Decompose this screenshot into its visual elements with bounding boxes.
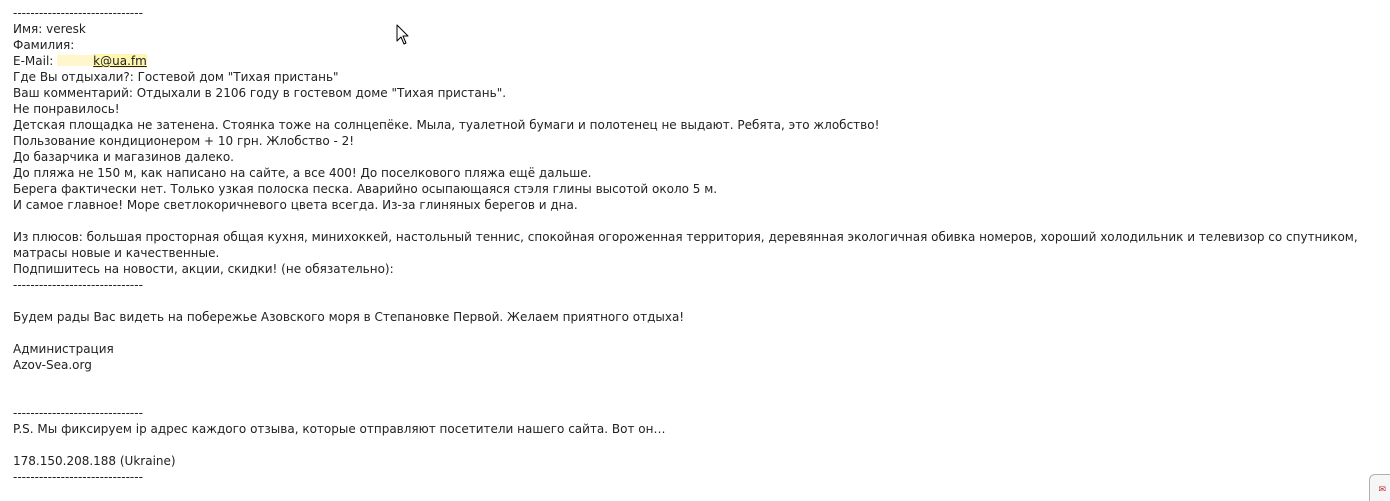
comment-line: Берега фактически нет. Только узкая полоска песка. Аварийно осыпающаяся стэля глины высотой около 5 м. [13, 182, 718, 196]
name-line: Имя: veresk [13, 22, 86, 36]
comment-line: Ваш комментарий: Отдыхали в 2106 году в гостевом доме "Тихая пристань". [13, 86, 507, 100]
blank-line [13, 437, 1378, 453]
ps-line: P.S. Мы фиксируем ip адрес каждого отзыва, которые отправляют посетители нашего сайта. Вот он… [13, 422, 666, 436]
email-link[interactable]: k@ua.fm [93, 54, 147, 68]
ip-line: 178.150.208.188 (Ukraine) [13, 454, 176, 468]
comment-line: Детская площадка не затенена. Стоянка тоже на солнцепёке. Мыла, туалетной бумаги и полотенец не выдают. Ребята, это жлобство! [13, 118, 880, 132]
separator-bottom: ------------------------------ [13, 470, 143, 484]
blank-line [13, 325, 1378, 341]
email-body [13, 5, 1378, 485]
subscribe-line: Подпишитесь на новости, акции, скидки! (не обязательно): [13, 262, 394, 276]
separator-ps: ------------------------------ [13, 406, 143, 420]
separator-middle: ------------------------------ [13, 278, 143, 292]
admin-line: Администрация [13, 342, 114, 356]
blank-line [13, 373, 1378, 389]
blank-line [13, 389, 1378, 405]
chat-widget-icon[interactable]: ✉ [1369, 474, 1390, 501]
comment-line: Пользование кондиционером + 10 грн. Жлобство - 2! [13, 134, 355, 148]
comment-line: Не понравилось! [13, 102, 120, 116]
comment-line: До пляжа не 150 м, как написано на сайте, а все 400! До поселкового пляжа ещё дальше. [13, 166, 592, 180]
pluses-line: Из плюсов: большая просторная общая кухня, минихоккей, настольный теннис, спокойная огороженная территория, деревянная экологичная обивка номеров, хороший холодильник и телевизор со спутником, матрасы новые и качественные. [13, 230, 1362, 260]
email-redaction [57, 55, 93, 66]
comment-line: До базарчика и магазинов далеко. [13, 150, 234, 164]
separator-top: ------------------------------ [13, 6, 143, 20]
mouse-pointer-icon [396, 24, 410, 46]
blank-line [13, 213, 1378, 229]
where-line: Где Вы отдыхали?: Гостевой дом "Тихая пристань" [13, 70, 339, 84]
email-line [13, 53, 1378, 69]
surname-line: Фамилия: [13, 38, 75, 52]
email-label: E-Mail: [13, 54, 54, 68]
blank-line [13, 293, 1378, 309]
welcome-line: Будем рады Вас видеть на побережье Азовского моря в Степановке Первой. Желаем приятного отдыха! [13, 310, 685, 324]
site-line: Azov-Sea.org [13, 358, 92, 372]
comment-line: И самое главное! Море светлокоричневого цвета всегда. Из-за глиняных берегов и дна. [13, 198, 578, 212]
